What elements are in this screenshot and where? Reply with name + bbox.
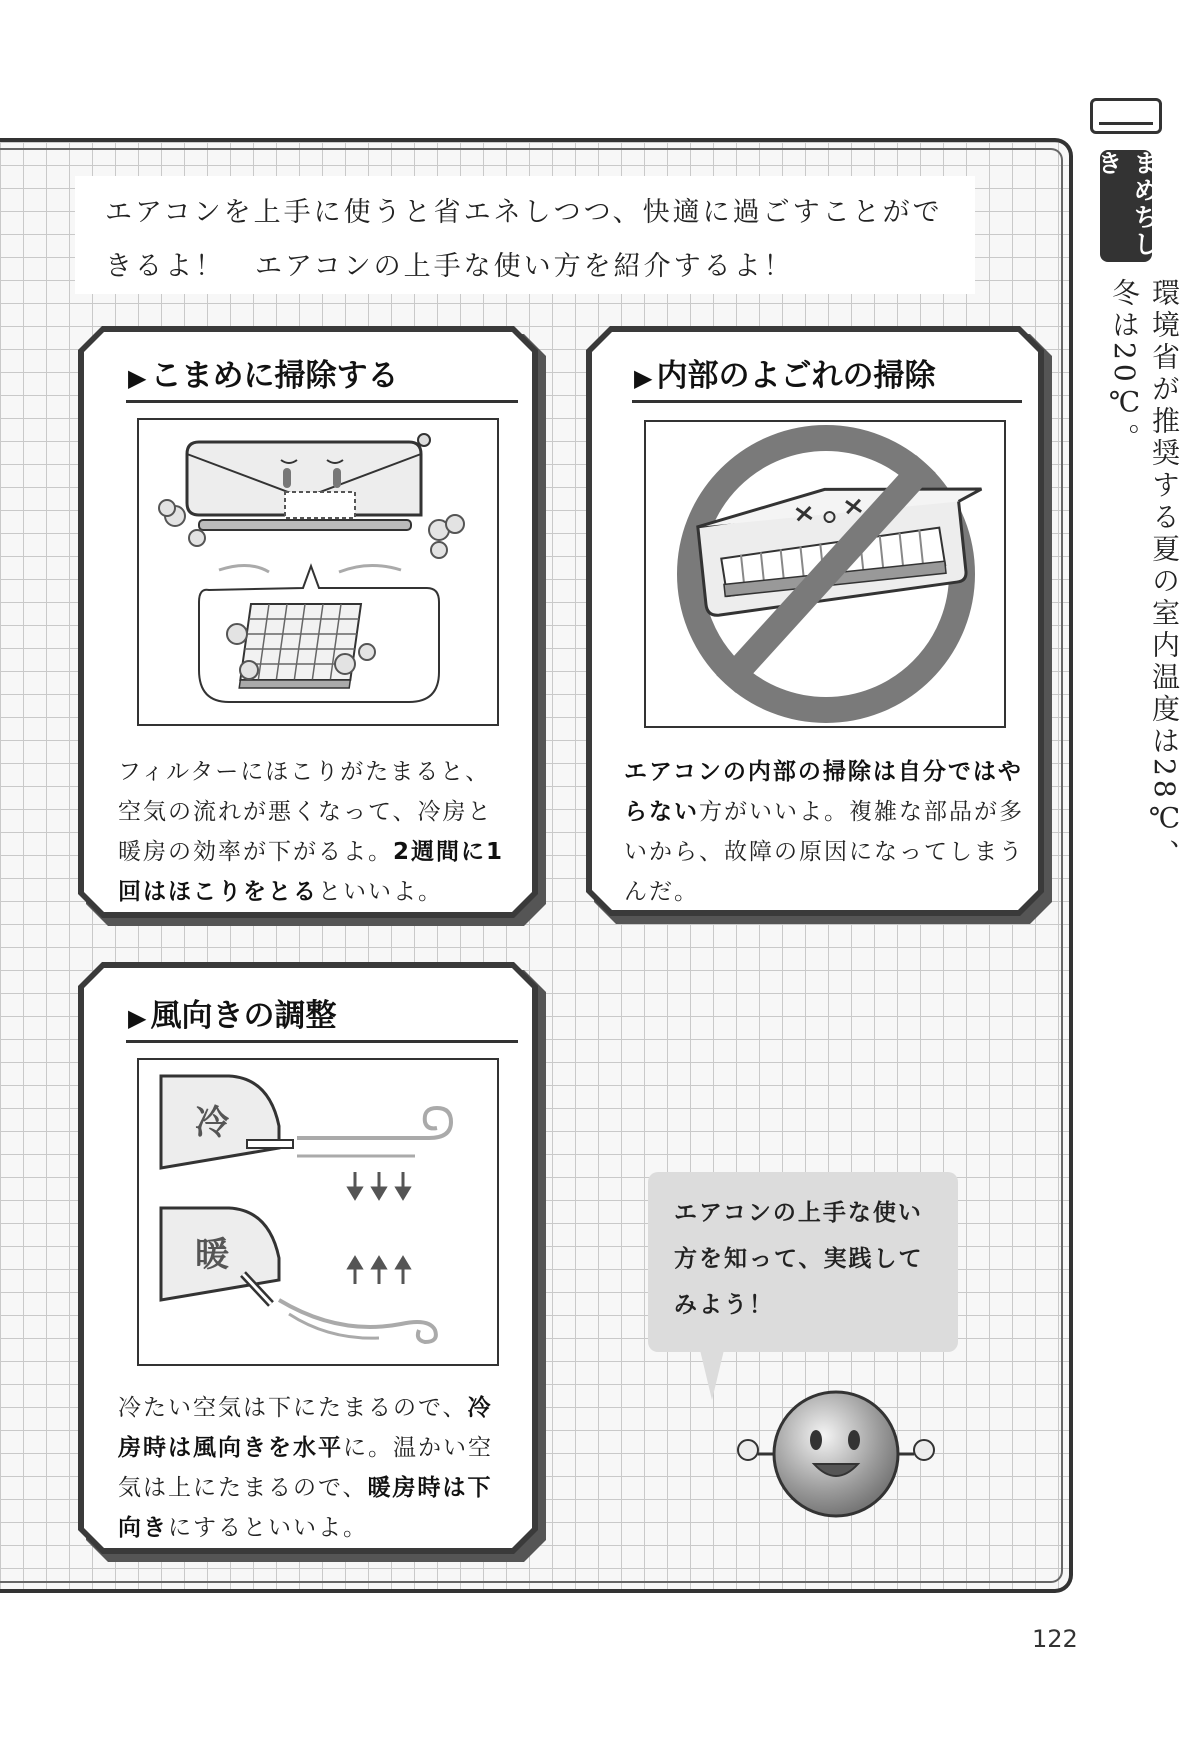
card-cleaning-title-text: こまめに掃除する: [150, 358, 399, 394]
aircon-tab-icon: [1090, 98, 1162, 134]
intro-box: [75, 176, 975, 294]
cool-label: 冷: [195, 1103, 229, 1143]
card-airflow-text-2: に。温かい空気は上にたまるので、: [118, 1435, 493, 1501]
bubble-line-2: 方を知って、実践して: [674, 1246, 924, 1272]
card-cleaning-text-2: といいよ。: [318, 879, 443, 905]
card-internal-title-text: 内部のよごれの掃除: [656, 358, 936, 394]
card-airflow-text-bold-1: 冷房時は風向きを水平: [118, 1395, 493, 1461]
prohibited-aircon-icon: [646, 422, 1004, 726]
speech-bubble-tail: [700, 1350, 724, 1400]
card-airflow-text-1: 冷たい空気は下にたまるので、: [118, 1395, 468, 1421]
triangle-icon: ▶: [128, 364, 147, 392]
bubble-line-1: エアコンの上手な使い: [674, 1200, 923, 1226]
no-self-cleaning-illustration: [644, 420, 1006, 728]
intro-line-2: きるよ！ エアコンの上手な使い方を紹介するよ！: [105, 251, 794, 282]
warm-label: 暖: [195, 1235, 229, 1275]
airflow-direction-icon: [139, 1060, 497, 1364]
filter-illustration: [137, 418, 499, 726]
card-cleaning-text-1: フィルターにほこりがたまると、空気の流れが悪くなって、冷房と暖房の効率が下がるよ。: [118, 759, 493, 865]
card-cleaning-title: [128, 350, 398, 395]
title-rule: [126, 400, 518, 403]
card-cleaning-text: [118, 752, 510, 912]
card-airflow-text-bold-2: 暖房時は下向き: [118, 1475, 493, 1541]
intro-line-1: エアコンを上手に使うと省エネしつつ、快適に過ごすことがで: [105, 197, 943, 228]
triangle-icon: ▶: [128, 1004, 147, 1032]
title-rule: [632, 400, 1022, 403]
card-airflow-text-3: にするといいよ。: [168, 1515, 368, 1541]
airflow-illustration: [137, 1058, 499, 1366]
bubble-line-3: みよう！: [674, 1292, 774, 1318]
card-airflow-text: [118, 1388, 510, 1548]
side-label: まめちしき: [1100, 150, 1152, 262]
speech-bubble: [648, 1172, 958, 1352]
page-number: 122: [1032, 1625, 1078, 1653]
side-note: 環境省が推奨する夏の室内温度は28℃、冬は20℃。: [1108, 278, 1181, 871]
mascot-ball-icon: [726, 1380, 946, 1520]
card-airflow-title: [128, 990, 336, 1035]
card-cleaning-text-bold: 2週間に1回はほこりをとる: [118, 839, 505, 905]
aircon-filter-icon: [139, 420, 497, 724]
card-internal-text-bold: エアコンの内部の掃除は自分ではやらない: [624, 759, 1023, 825]
card-internal-title: [634, 350, 935, 395]
title-rule: [126, 1040, 518, 1043]
card-airflow-title-text: 風向きの調整: [150, 998, 337, 1034]
card-internal-text-1: 方がいいよ。複雑な部品が多いから、故障の原因になってしまうんだ。: [624, 799, 1024, 905]
triangle-icon: ▶: [634, 364, 653, 392]
card-internal-text: [624, 752, 1024, 912]
